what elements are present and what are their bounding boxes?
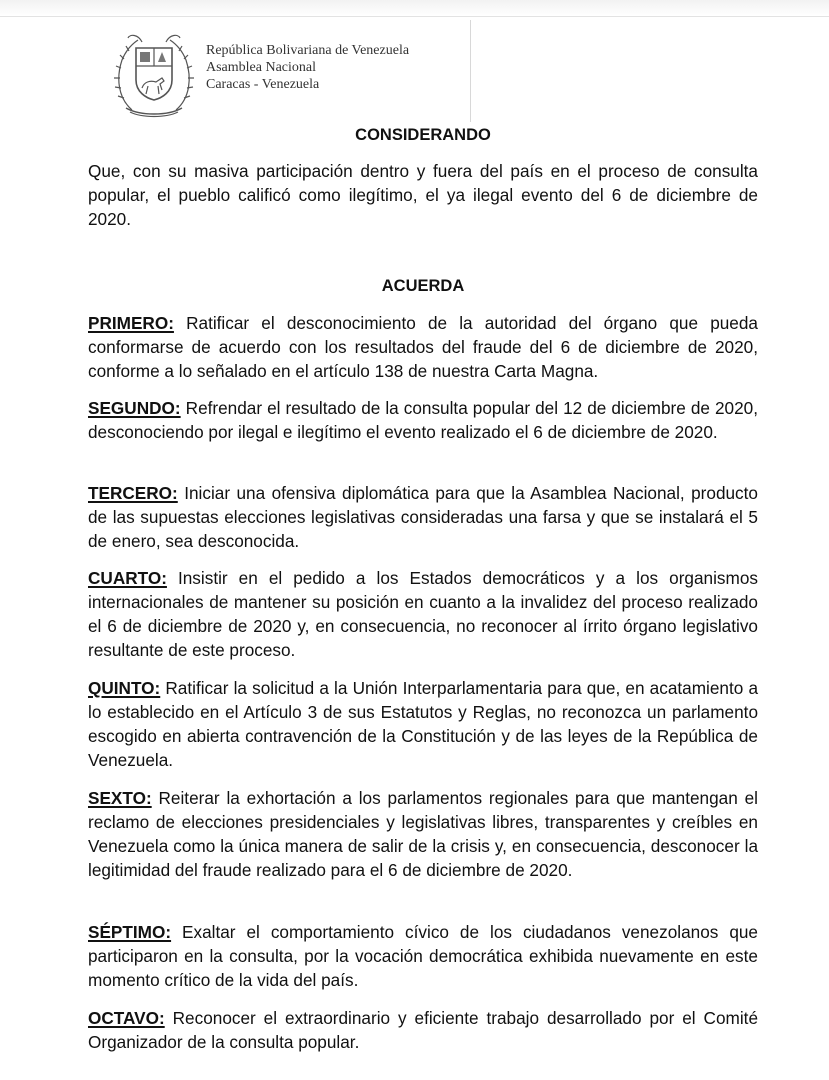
institution-name — [206, 42, 409, 93]
clause-text: Iniciar una ofensiva diplomática para que la Asamblea Nacional, producto de las supuestas elecciones legislativas consideradas una farsa y que se instalará el 5 de enero, sea desconocida. — [88, 483, 758, 551]
clause-label: SÉPTIMO: — [88, 922, 172, 942]
page-top-edge — [0, 0, 829, 17]
clause-septimo — [88, 920, 758, 992]
clause-text: Exaltar el comportamiento cívico de los ciudadanos venezolanos que participaron en la consulta, por la vocación democrática exhibida nuevamente en este momento crítico de la vida del país. — [88, 922, 758, 990]
clause-tercero — [88, 481, 758, 553]
letterhead — [112, 28, 472, 124]
coat-of-arms-icon — [112, 28, 196, 118]
clause-text: Reconocer el extraordinario y eficiente trabajo desarrollado por el Comité Organizador de la consulta popular. — [88, 1008, 758, 1052]
clause-text: Refrendar el resultado de la consulta popular del 12 de diciembre de 2020, desconociendo por ilegal e ilegítimo el evento realizado el 6 de diciembre de 2020. — [88, 398, 758, 442]
considerando-text: Que, con su masiva participación dentro y fuera del país en el proceso de consulta popular, el pueblo calificó como ilegítimo, el ya ilegal evento del 6 de diciembre de 2020. — [88, 161, 758, 229]
considerando-heading: CONSIDERANDO — [355, 126, 491, 144]
clause-octavo — [88, 1006, 758, 1054]
clause-segundo — [88, 396, 758, 444]
clause-text: Reiterar la exhortación a los parlamentos regionales para que mantengan el reclamo de elecciones presidenciales y legislativas libres, transparentes y creíbles en Venezuela como la única manera de salir de la crisis y, en consecuencia, desconocer la legitimidad del fraude realizado para el 6 de diciembre de 2020. — [88, 788, 758, 880]
clause-cuarto — [88, 566, 758, 662]
clause-text: Ratificar la solicitud a la Unión Interparlamentaria para que, en acatamiento a lo establecido en el Artículo 3 de sus Estatutos y Reglas, no reconozca un parlamento escogido en abierta contravención de la Constitución y de las leyes de la República de Venezuela. — [88, 678, 758, 770]
clause-text: Ratificar el desconocimiento de la autoridad del órgano que pueda conformarse de acuerdo con los resultados del fraude del 6 de diciembre de 2020, conforme a lo señalado en el artículo 138 de nuestra Carta Magna. — [88, 313, 758, 381]
clause-label: PRIMERO: — [88, 313, 174, 333]
clause-text: Insistir en el pedido a los Estados democráticos y a los organismos internacionales de mantener su posición en cuanto a la invalidez del proceso realizado el 6 de diciembre de 2020 y, en consecuencia, no reconocer al írrito órgano legislativo resultante de este proceso. — [88, 568, 758, 660]
clause-label: SEGUNDO: — [88, 398, 181, 418]
clause-quinto — [88, 676, 758, 772]
republic-name: República Bolivariana de Venezuela — [206, 43, 410, 58]
clause-primero — [88, 311, 758, 383]
clause-label: QUINTO: — [88, 678, 161, 698]
clause-label: TERCERO: — [88, 483, 178, 503]
assembly-name: Asamblea Nacional — [206, 60, 317, 75]
header-divider — [470, 20, 471, 122]
city-name: Caracas - Venezuela — [206, 77, 320, 92]
acuerda-heading: ACUERDA — [381, 277, 465, 295]
clause-label: OCTAVO: — [88, 1008, 165, 1028]
clause-sexto — [88, 786, 758, 882]
clause-label: CUARTO: — [88, 568, 167, 588]
clause-label: SEXTO: — [88, 788, 152, 808]
